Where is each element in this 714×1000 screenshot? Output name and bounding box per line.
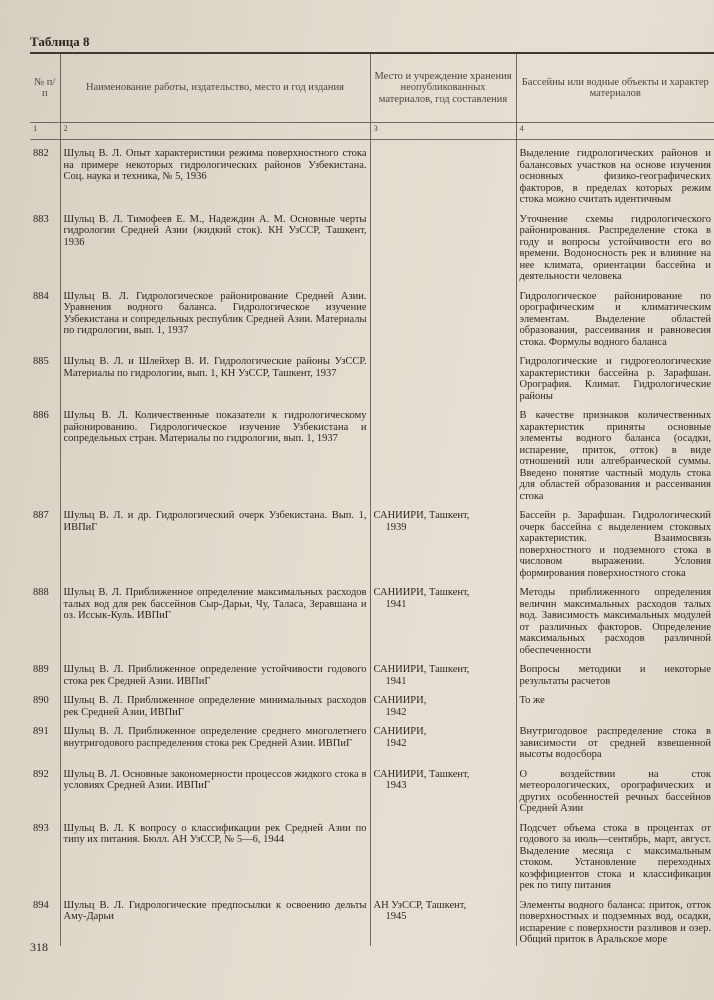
table-row [30, 769, 714, 815]
entry-work: Шульц В. Л. Основные закономерности процессов жидкого стока в условиях Средней Азии. ИВПиГ [60, 769, 370, 815]
entry-storage [370, 510, 516, 579]
table-row [30, 214, 714, 283]
entry-work: Шульц В. Л. Гидрологическое районирование Средней Азии. Уравнения водного баланса. Гидрологическое изучение Узбекистана и сопредельных республик Средней Азии. Материалы по гидрологии, вып. 1, 1937 [60, 291, 370, 349]
table-row [30, 823, 714, 892]
column-number: 3 [370, 123, 516, 140]
table-row [30, 510, 714, 579]
entry-description: Внутригодовое распределение стока в зависимости от средней взвешенной высоты водосбора [516, 726, 714, 761]
entry-description: Гидрологическое районирование по орографическим и климатическим элементам. Выделение областей образования, рассеивания и равновесия стока. Формулы водного баланса [516, 291, 714, 349]
entry-storage [370, 695, 516, 718]
entry-description: Вопросы методики и некоторые результаты расчетов [516, 664, 714, 687]
storage-year: 1945 [385, 911, 407, 922]
storage-place: САНИИРИ, [373, 695, 427, 706]
entry-storage [370, 291, 516, 349]
entry-work: Шульц В. Л. Гидрологические предпосылки к освоению дельты Аму-Дарьи [60, 900, 370, 946]
table-row [30, 356, 714, 402]
storage-year: 1942 [385, 706, 407, 718]
entry-description: Гидрологические и гидрогеологические характеристики бассейна р. Зарафшан. Орография. Климат. Гидрологические районы [516, 356, 714, 402]
entry-number: 882 [33, 148, 49, 159]
header-row [30, 53, 714, 123]
column-number: 4 [516, 123, 714, 140]
entry-storage [370, 214, 516, 283]
entry-work: Шульц В. Л. Приближенное определение максимальных расходов талых вод для рек бассейнов Сыр-Дарьи, Чу, Таласа, Зеравшана и оз. Иссык-Куль. ИВПиГ [60, 587, 370, 656]
storage-year: 1941 [385, 675, 407, 687]
entry-storage [370, 148, 516, 206]
storage-place: АН УзССР, Ташкент, [373, 899, 467, 911]
storage-place: САНИИРИ, Ташкент, [373, 587, 470, 598]
entry-number: 884 [33, 290, 49, 302]
table-title: Таблица 8 [30, 34, 90, 49]
entry-description: То же [516, 695, 714, 718]
bibliography-table [30, 52, 714, 946]
entry-number: 894 [33, 899, 49, 911]
entry-number: 887 [33, 510, 49, 521]
entry-storage [370, 726, 516, 761]
entry-storage [370, 664, 516, 687]
page-number: 318 [30, 940, 48, 954]
table-row [30, 291, 714, 349]
table-row [30, 587, 714, 656]
storage-place: САНИИРИ, Ташкент, [373, 510, 470, 521]
storage-place: САНИИРИ, Ташкент, [373, 768, 470, 780]
entry-number: 883 [33, 213, 49, 225]
entry-description: Бассейн р. Зарафшан. Гидрологический очерк бассейна с выделением стоковых характеристик. Взаимосвязь поверхностного и подземного стока в числовом выражении. Условия формирования поверхностного стока [516, 510, 714, 579]
header-basins: Бассейны или водные объекты и характер материалов [516, 53, 714, 123]
entry-number: 893 [33, 822, 49, 834]
entry-number: 890 [33, 695, 49, 706]
entry-description: Выделение гидрологических районов и балансовых участков на основе изучения основных физико-географических факторов, в пределах которых режим стока можно считать идентичным [516, 148, 714, 206]
table-row [30, 664, 714, 687]
entry-work: Шульц В. Л. Приближенное определение среднего многолетнего внутригодового распределения стока рек Средней Азии. ИВПиГ [60, 726, 370, 761]
table-row [30, 695, 714, 718]
entry-work: Шульц В. Л. Тимофеев Е. М., Надеждин А. М. Основные черты гидрологии Средней Азии (жидкий сток). КН УзССР, Ташкент, 1936 [60, 214, 370, 283]
header-number: № п/п [30, 53, 60, 123]
storage-place: САНИИРИ, Ташкент, [373, 664, 470, 675]
table-row [30, 900, 714, 946]
entry-description: Уточнение схемы гидрологического районирования. Распределение стока в году и вопросы устойчивости его во времени. Водоносность рек и влияние на нее климата, ориентации бассейна и деятельности человека [516, 214, 714, 283]
entry-number: 886 [33, 410, 49, 421]
entry-description: О воздействии на сток метеорологических, орографических и других особенностей речных бассейнов Средней Азии [516, 769, 714, 815]
header-storage: Место и учреждение хранения неопубликованных материалов, год составления [370, 53, 516, 123]
entry-work: Шульц В. Л. Приближенное определение устойчивости годового стока рек Средней Азии. ИВПиГ [60, 664, 370, 687]
header-work: Наименование работы, издательство, место и год издания [60, 53, 370, 123]
table-row [30, 726, 714, 761]
entry-number: 891 [33, 726, 49, 737]
entry-number: 892 [33, 768, 49, 780]
entry-work: Шульц В. Л. Опыт характеристики режима поверхностного стока на примере некоторых гидрологических районов Узбекистана. Соц. наука и техника, № 5, 1936 [60, 148, 370, 206]
entry-storage [370, 410, 516, 502]
column-number: 2 [60, 123, 370, 140]
entry-storage [370, 769, 516, 815]
entry-work: Шульц В. Л. К вопросу о классификации рек Средней Азии по типу их питания. Бюлл. АН УзССР, № 5—6, 1944 [60, 823, 370, 892]
column-number-row [30, 123, 714, 140]
entry-number: 885 [33, 356, 49, 367]
entry-description: Подсчет объема стока в процентах от годового за июль—сентябрь, март, август. Выделение месяца с максимальным стоком. Установление переходных коэффициентов стока и классификация рек по типу питания [516, 823, 714, 892]
storage-year: 1942 [385, 737, 407, 749]
entry-work: Шульц В. Л. Количественные показатели к гидрологическому районированию. Гидрологическое изучение Узбекистана и сопредельных стран. Материалы по гидрологии, вып. 1, 1937 [60, 410, 370, 502]
entry-number: 889 [33, 664, 49, 675]
table-row [30, 148, 714, 206]
entry-storage [370, 900, 516, 946]
column-number: 1 [30, 123, 60, 140]
entry-storage [370, 587, 516, 656]
entry-number: 888 [33, 587, 49, 598]
entry-description: Элементы водного баланса: приток, отток поверхностных и подземных вод, осадки, испарение с поверхности разливов и озер. Общий приток в Аральское море [516, 900, 714, 946]
table-row [30, 410, 714, 502]
entry-description: В качестве признаков количественных характеристик приняты основные элементы водного баланса (осадки, испарение, приток, отток) в виде отношений или алгебраической суммы. Введено понятие частный модуль стока для областей образования и рассеивания стока [516, 410, 714, 502]
entry-storage [370, 356, 516, 402]
entry-work: Шульц В. Л. и Шлейхер В. И. Гидрологические районы УзССР. Материалы по гидрологии, вып. 1, КН УзССР, Ташкент, 1937 [60, 356, 370, 402]
storage-year: 1943 [385, 780, 407, 791]
entry-work: Шульц В. Л. Приближенное определение минимальных расходов рек Средней Азии, ИВПиГ [60, 695, 370, 718]
entry-work: Шульц В. Л. и др. Гидрологический очерк Узбекистана. Вып. 1, ИВПиГ [60, 510, 370, 579]
entry-storage [370, 823, 516, 892]
storage-place: САНИИРИ, [373, 726, 427, 737]
entry-description: Методы приближенного определения величин максимальных расходов талых вод. Зависимость максимальных модулей от различных факторов. Определение максимальных расходов различной обеспеченности [516, 587, 714, 656]
storage-year: 1941 [385, 598, 407, 610]
storage-year: 1939 [385, 521, 407, 533]
